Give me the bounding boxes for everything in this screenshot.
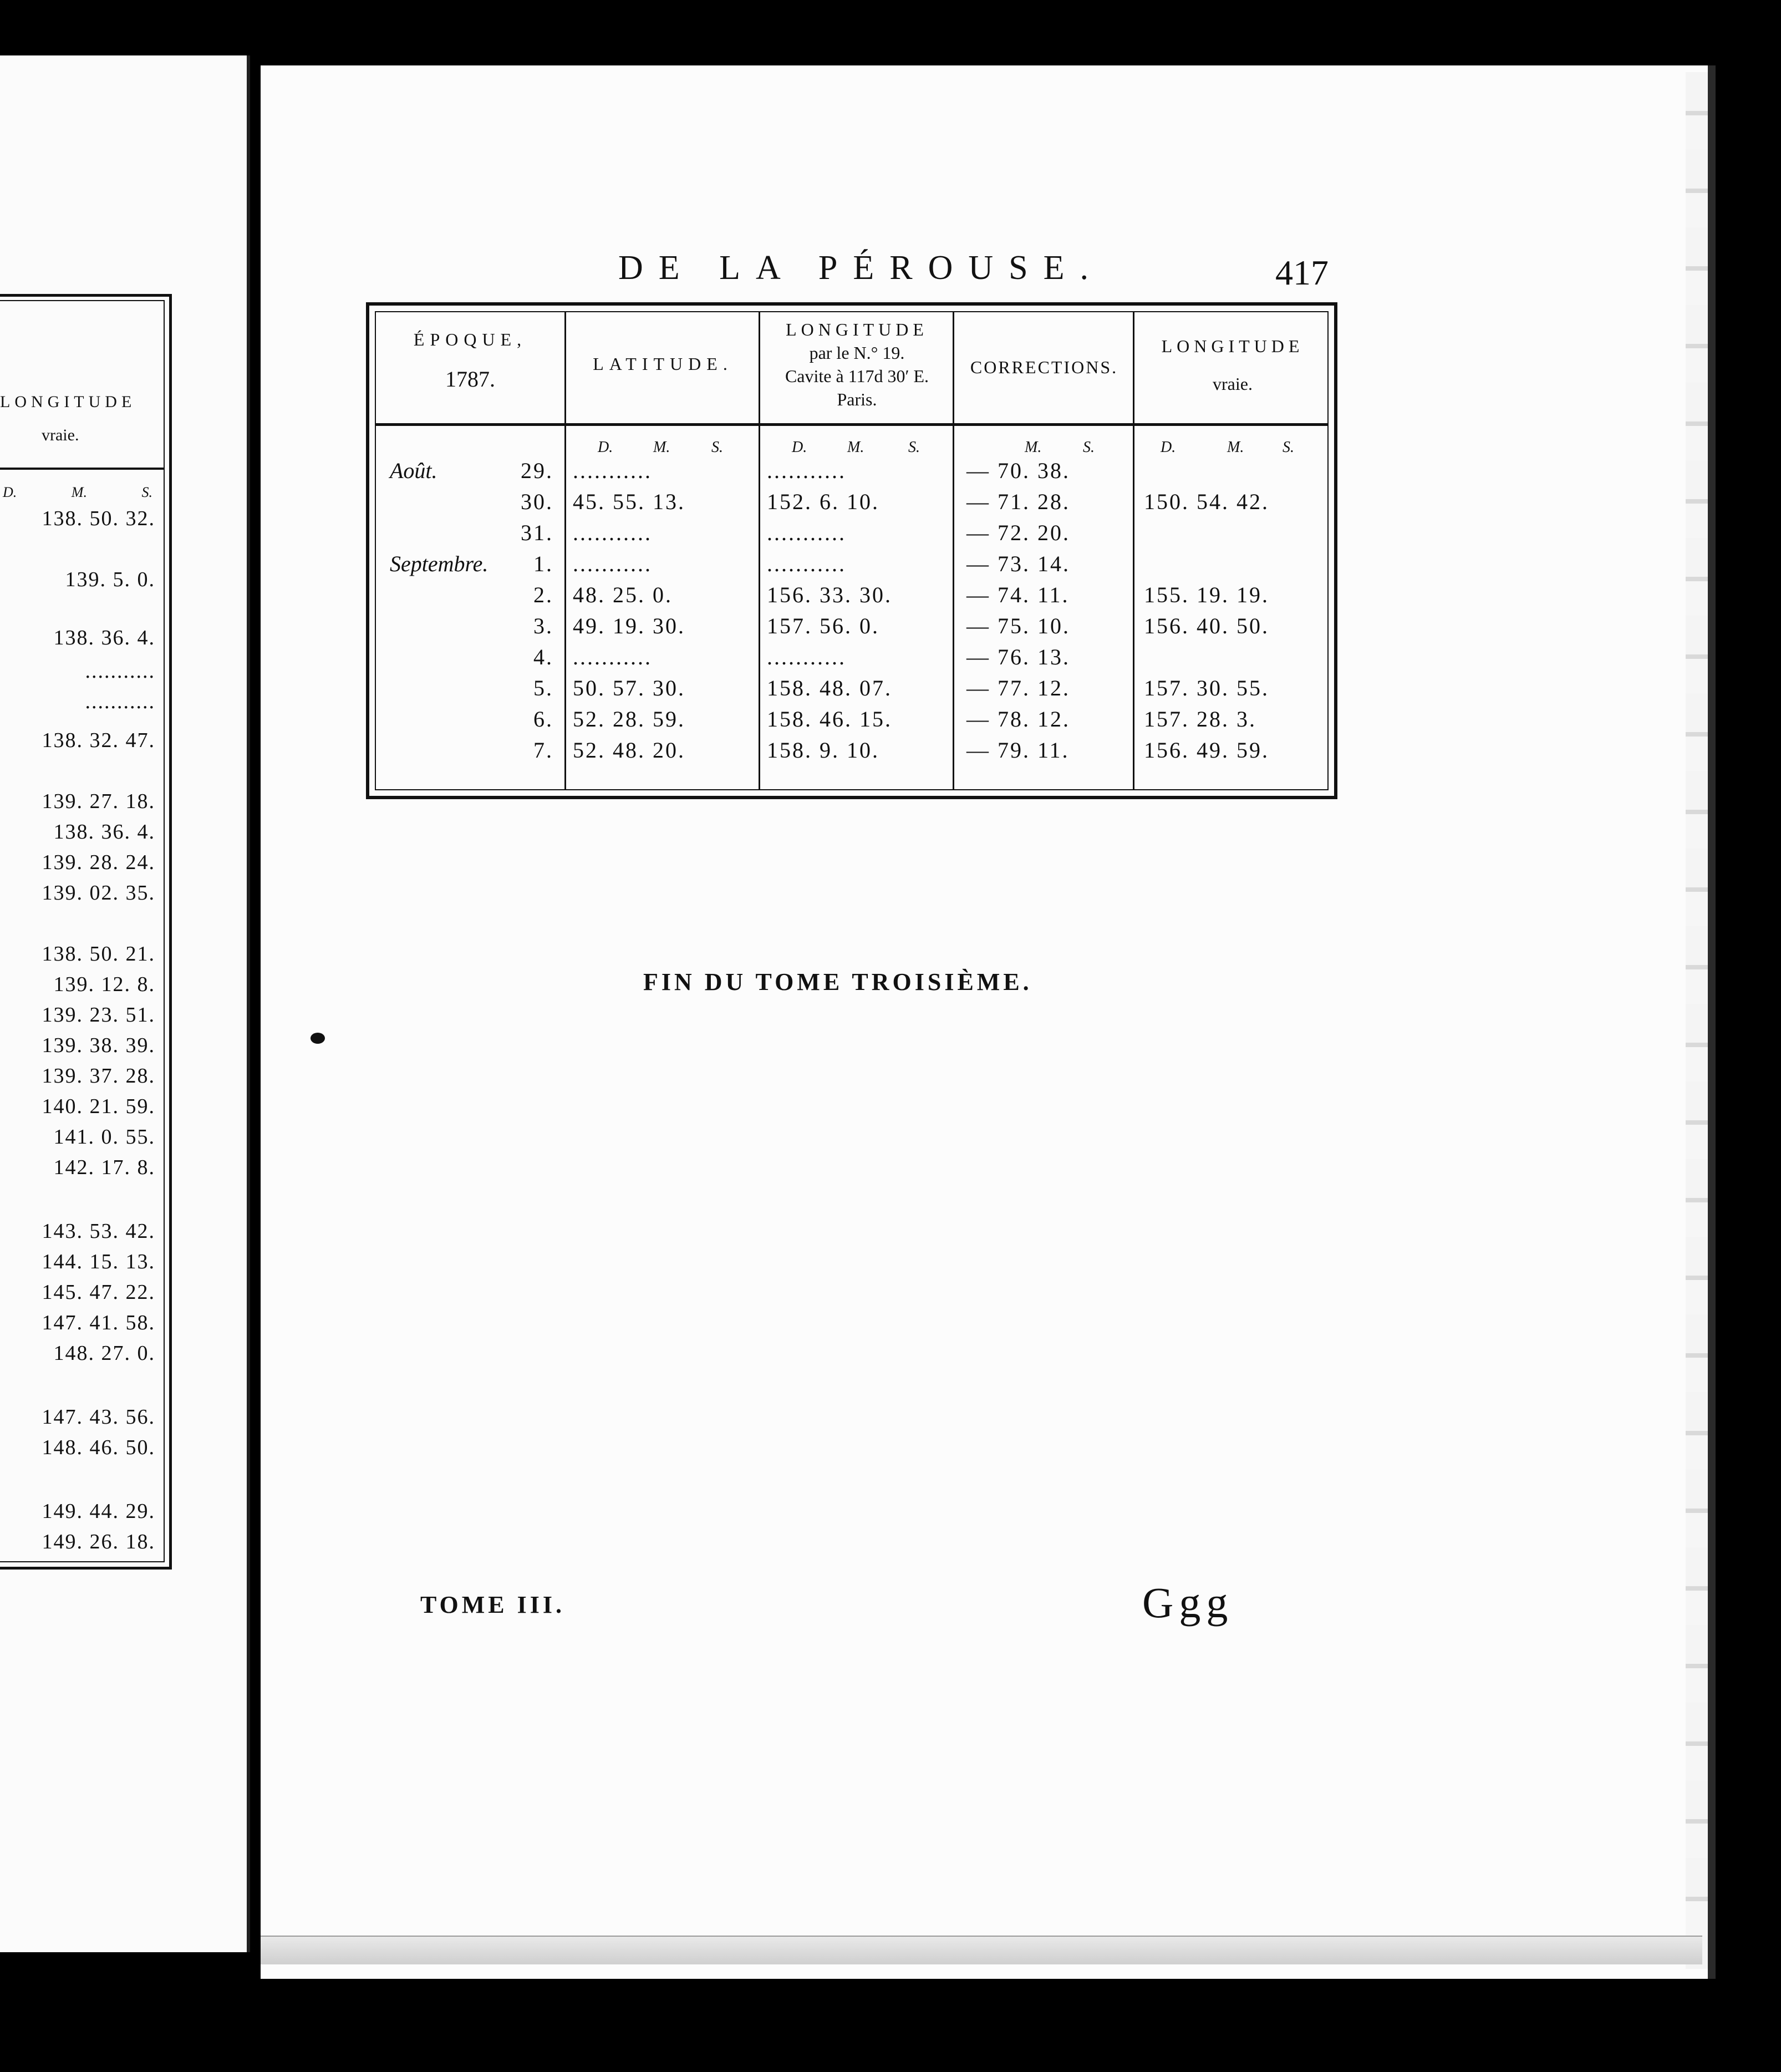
table-cell-day: 2. xyxy=(533,582,553,607)
table-cell-vraie: 156. 40. 50. xyxy=(1144,613,1269,638)
table-cell-vraie: 157. 28. 3. xyxy=(1144,707,1256,732)
left-page xyxy=(0,55,250,1952)
table-cell-corr: — 77. 12. xyxy=(966,676,1070,700)
table-cell-day: 6. xyxy=(533,707,553,732)
left-table-row: 140. 21. 59. xyxy=(42,1095,155,1118)
unit-label: M. xyxy=(71,484,87,500)
header-longitude-vraie-sub: vraie. xyxy=(1213,374,1253,394)
table-cell-corr: — 79. 11. xyxy=(966,738,1070,763)
page-edge xyxy=(1686,72,1708,1969)
table-cell-lat: 52. 28. 59. xyxy=(573,707,685,732)
unit-label: S. xyxy=(908,439,920,456)
table-cell-corr: — 73. 14. xyxy=(966,551,1070,576)
table-cell-vraie: 156. 49. 59. xyxy=(1144,738,1269,763)
table-cell-lon19: 152. 6. 10. xyxy=(767,489,879,514)
table-cell-lat: ........... xyxy=(573,458,652,483)
left-table-row: 147. 43. 56. xyxy=(42,1405,155,1429)
table-cell-day: 30. xyxy=(521,489,553,514)
table-cell-lon19: ........... xyxy=(767,551,846,576)
left-table-row: 138. 36. 4. xyxy=(53,626,155,649)
left-table-row: 138. 36. 4. xyxy=(53,820,155,844)
month-aout: Août. xyxy=(390,458,437,483)
left-table-row: 138. 50. 21. xyxy=(42,942,155,966)
table-cell-lon19: ........... xyxy=(767,458,846,483)
unit-label: D. xyxy=(598,439,613,456)
left-table-row: ........... xyxy=(85,690,155,713)
left-table-row: 138. 50. 32. xyxy=(42,507,155,530)
column-divider xyxy=(564,312,566,789)
page-number: 417 xyxy=(1275,253,1329,292)
table-cell-lon19: 158. 48. 07. xyxy=(767,676,892,700)
left-table-row: 139. 02. 35. xyxy=(42,881,155,905)
running-title: DE LA PÉROUSE. xyxy=(618,249,1104,287)
header-longitude-vraie: LONGITUDE xyxy=(1161,336,1304,356)
header-epoque: ÉPOQUE, xyxy=(413,329,527,349)
table-cell-corr: — 74. 11. xyxy=(966,582,1070,607)
unit-label: S. xyxy=(711,439,723,456)
table-cell-corr: — 72. 20. xyxy=(966,520,1070,545)
left-table-row: 147. 41. 58. xyxy=(42,1311,155,1334)
left-table-rule xyxy=(0,468,164,470)
unit-label: D. xyxy=(1161,439,1176,456)
header-longitude-19-paris: Paris. xyxy=(837,389,877,409)
table-cell-lon19: 156. 33. 30. xyxy=(767,582,892,607)
end-of-volume-note: FIN DU TOME TROISIÈME. xyxy=(643,968,1032,996)
left-table-row: 139. 23. 51. xyxy=(42,1003,155,1027)
table-cell-day: 4. xyxy=(533,644,553,669)
left-table-row: 142. 17. 8. xyxy=(53,1156,155,1179)
table-cell-vraie: 155. 19. 19. xyxy=(1144,582,1269,607)
volume-label: TOME III. xyxy=(420,1591,566,1618)
month-septembre: Septembre. xyxy=(390,551,488,576)
column-divider xyxy=(759,312,760,789)
unit-label: M. xyxy=(653,439,670,456)
left-page-table xyxy=(0,294,172,1570)
left-table-row: 143. 53. 42. xyxy=(42,1220,155,1243)
table-cell-lat: ........... xyxy=(573,520,652,545)
unit-label: D. xyxy=(792,439,807,456)
longitude-table-inner xyxy=(375,311,1329,790)
longitude-table xyxy=(366,302,1337,799)
column-divider xyxy=(953,312,954,789)
table-cell-corr: — 71. 28. xyxy=(966,489,1070,514)
signature-mark: Ggg xyxy=(1142,1578,1234,1627)
header-rule xyxy=(376,423,1327,426)
table-cell-day: 7. xyxy=(533,738,553,763)
header-year: 1787. xyxy=(445,367,495,392)
table-cell-lon19: ........... xyxy=(767,520,846,545)
table-cell-lat: 45. 55. 13. xyxy=(573,489,685,514)
left-table-row: ........... xyxy=(85,659,155,683)
left-table-row: 139. 28. 24. xyxy=(42,851,155,874)
table-cell-day: 1. xyxy=(533,551,553,576)
table-cell-day: 31. xyxy=(521,520,553,545)
left-table-row: 144. 15. 13. xyxy=(42,1250,155,1273)
column-divider xyxy=(1133,312,1134,789)
unit-label: M. xyxy=(1025,439,1042,456)
left-table-header-sub: vraie. xyxy=(42,426,79,444)
left-page-table-inner xyxy=(0,300,165,1562)
left-table-row: 148. 27. 0. xyxy=(53,1342,155,1365)
header-longitude-19-cavite: Cavite à 117d 30′ E. xyxy=(785,366,929,386)
table-cell-vraie: 157. 30. 55. xyxy=(1144,676,1269,700)
left-table-row: 149. 26. 18. xyxy=(42,1530,155,1553)
table-cell-corr: — 75. 10. xyxy=(966,613,1070,638)
left-table-row: 139. 37. 28. xyxy=(42,1064,155,1088)
left-table-row: 139. 12. 8. xyxy=(53,973,155,996)
table-cell-lat: ........... xyxy=(573,644,652,669)
table-cell-day: 5. xyxy=(533,676,553,700)
header-longitude-19: LONGITUDE xyxy=(786,319,928,339)
left-table-row: 138. 32. 47. xyxy=(42,729,155,752)
unit-label: D. xyxy=(3,484,17,500)
header-latitude: LATITUDE. xyxy=(593,354,733,374)
page-bottom-edge xyxy=(261,1936,1702,1964)
left-table-row: 139. 38. 39. xyxy=(42,1034,155,1057)
table-cell-corr: — 70. 38. xyxy=(966,458,1070,483)
table-cell-day: 3. xyxy=(533,613,553,638)
table-cell-lat: 52. 48. 20. xyxy=(573,738,685,763)
left-table-row: 139. 5. 0. xyxy=(65,568,155,591)
left-table-row: 145. 47. 22. xyxy=(42,1281,155,1304)
left-table-row: 148. 46. 50. xyxy=(42,1436,155,1459)
ink-spot xyxy=(311,1033,325,1044)
left-table-row: 141. 0. 55. xyxy=(53,1125,155,1149)
table-cell-lon19: 158. 9. 10. xyxy=(767,738,879,763)
unit-label: S. xyxy=(1283,439,1294,456)
table-cell-lat: 48. 25. 0. xyxy=(573,582,673,607)
table-cell-lat: ........... xyxy=(573,551,652,576)
header-corrections: CORRECTIONS. xyxy=(970,357,1118,377)
unit-label: M. xyxy=(1227,439,1244,456)
table-cell-lon19: ........... xyxy=(767,644,846,669)
header-longitude-19-sub: par le N.° 19. xyxy=(809,343,905,363)
left-table-row: 149. 44. 29. xyxy=(42,1500,155,1523)
unit-label: M. xyxy=(847,439,864,456)
table-cell-lat: 49. 19. 30. xyxy=(573,613,685,638)
left-table-header: LONGITUDE xyxy=(0,393,136,411)
table-cell-lat: 50. 57. 30. xyxy=(573,676,685,700)
left-table-row: 139. 27. 18. xyxy=(42,790,155,813)
unit-label: S. xyxy=(1083,439,1095,456)
table-cell-day: 29. xyxy=(521,458,553,483)
table-cell-vraie: 150. 54. 42. xyxy=(1144,489,1269,514)
unit-label: S. xyxy=(141,484,152,500)
left-table-units xyxy=(3,484,152,501)
table-cell-lon19: 158. 46. 15. xyxy=(767,707,892,732)
table-cell-corr: — 78. 12. xyxy=(966,707,1070,732)
table-cell-lon19: 157. 56. 0. xyxy=(767,613,879,638)
table-cell-corr: — 76. 13. xyxy=(966,644,1070,669)
